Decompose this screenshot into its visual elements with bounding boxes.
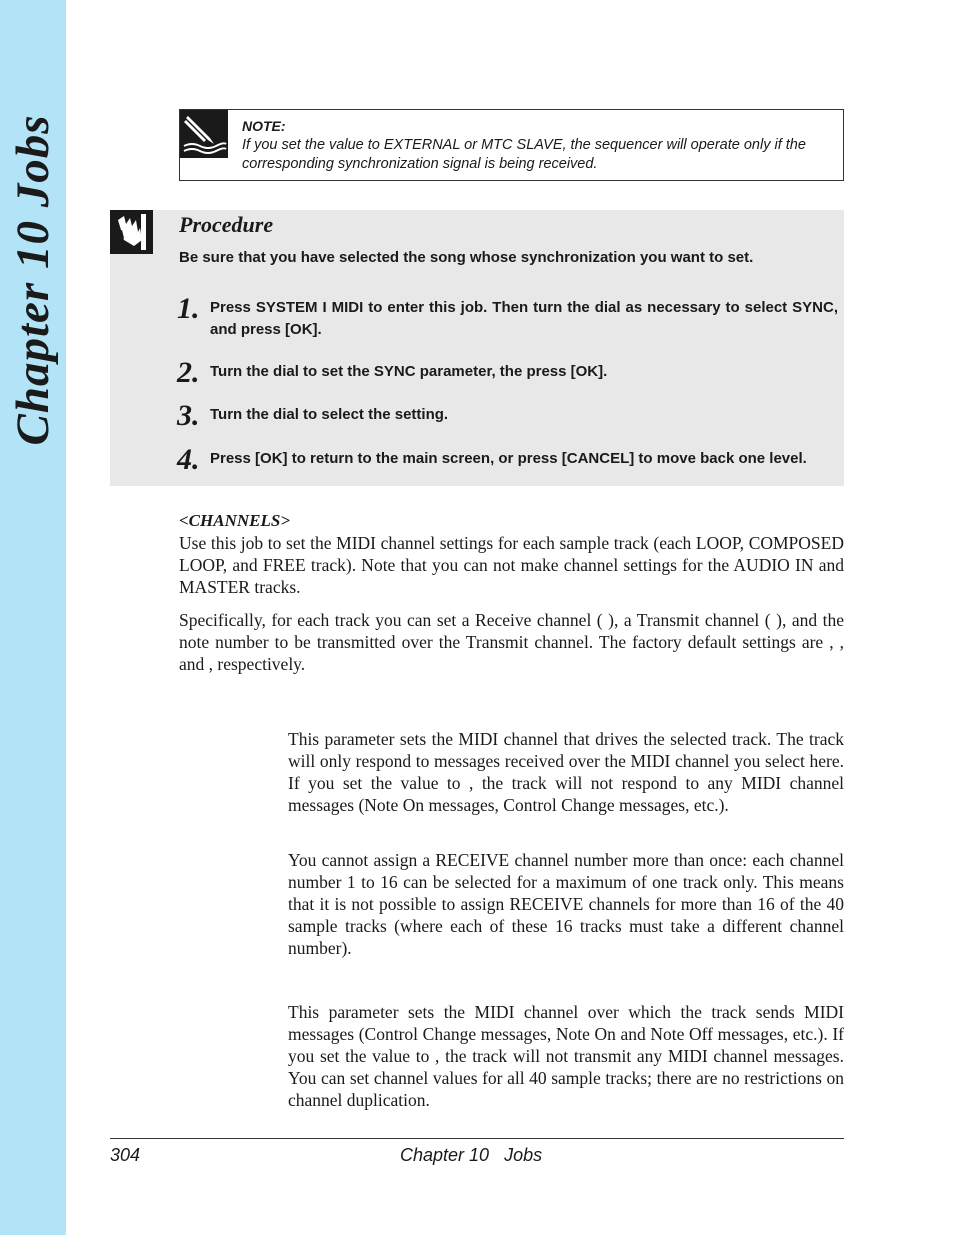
channels-heading: <CHANNELS> [179, 511, 291, 530]
procedure-box [110, 210, 844, 486]
step-text: Press [OK] to return to the main screen, or press [CANCEL] to move back one level. [210, 450, 807, 467]
procedure-intro: Be sure that you have selected the song whose synchronization you want to set. [179, 249, 754, 266]
note-label: NOTE: [242, 118, 286, 134]
receive-paragraph-1: This parameter sets the MIDI channel that drives the selected track. The track will only respond to messages received over the MIDI channel you select here. If you set the value to , the track will not respond to any MIDI channel messages (Note On messages, Control Change messages, etc.). [288, 729, 844, 815]
note-box [179, 109, 844, 181]
footer-divider [110, 1138, 844, 1139]
channels-paragraph-2: Specifically, for each track you can set a Receive channel ( ), a Transmit channel ( ), and the note number to be transmitted over the Transmit channel. The factory default settings are , , and , respectively. [179, 610, 844, 674]
step-number: 3. [177, 399, 200, 432]
step-text: Press SYSTEM I MIDI to enter this job. Then turn the dial as necessary to select SYNC, and press [OK]. [210, 299, 838, 338]
channels-paragraph-1: Use this job to set the MIDI channel settings for each sample track (each LOOP, COMPOSED LOOP, and FREE track). Note that you can not make channel settings for the AUDIO IN and MASTER tracks. [179, 533, 844, 597]
step-number: 1. [177, 292, 200, 325]
hand-pointer-icon [110, 210, 153, 254]
pencil-note-icon [180, 110, 228, 158]
note-text: If you set the value to EXTERNAL or MTC SLAVE, the sequencer will operate only if the corresponding synchronization signal is being received. [242, 137, 806, 172]
procedure-heading: Procedure [179, 212, 274, 237]
step-text: Turn the dial to select the setting. [210, 406, 449, 423]
page-number: 304 [110, 1145, 141, 1165]
chapter-sidebar [0, 0, 66, 1235]
step-text: Turn the dial to set the SYNC parameter, the press [OK]. [210, 363, 608, 380]
sidebar-chapter-title: Chapter 10 Jobs [7, 114, 59, 446]
transmit-paragraph: This parameter sets the MIDI channel over which the track sends MIDI messages (Control Change messages, Note On and Note Off messages, etc.). If you set the value to , the track will not transmit any MIDI channel messages. You can set channel values for all 40 sample tracks; there are no restrictions on channel duplication. [288, 1002, 844, 1110]
footer-chapter-title: Chapter 10 Jobs [400, 1145, 543, 1165]
receive-paragraph-2: You cannot assign a RECEIVE channel number more than once: each channel number 1 to 16 can be selected for a maximum of one track only. This means that it is not possible to assign RECEIVE channels for more than 16 of the 40 sample tracks (where each of these 16 tracks must take a different channel number). [288, 850, 844, 958]
step-number: 4. [177, 443, 200, 476]
step-number: 2. [177, 356, 200, 389]
